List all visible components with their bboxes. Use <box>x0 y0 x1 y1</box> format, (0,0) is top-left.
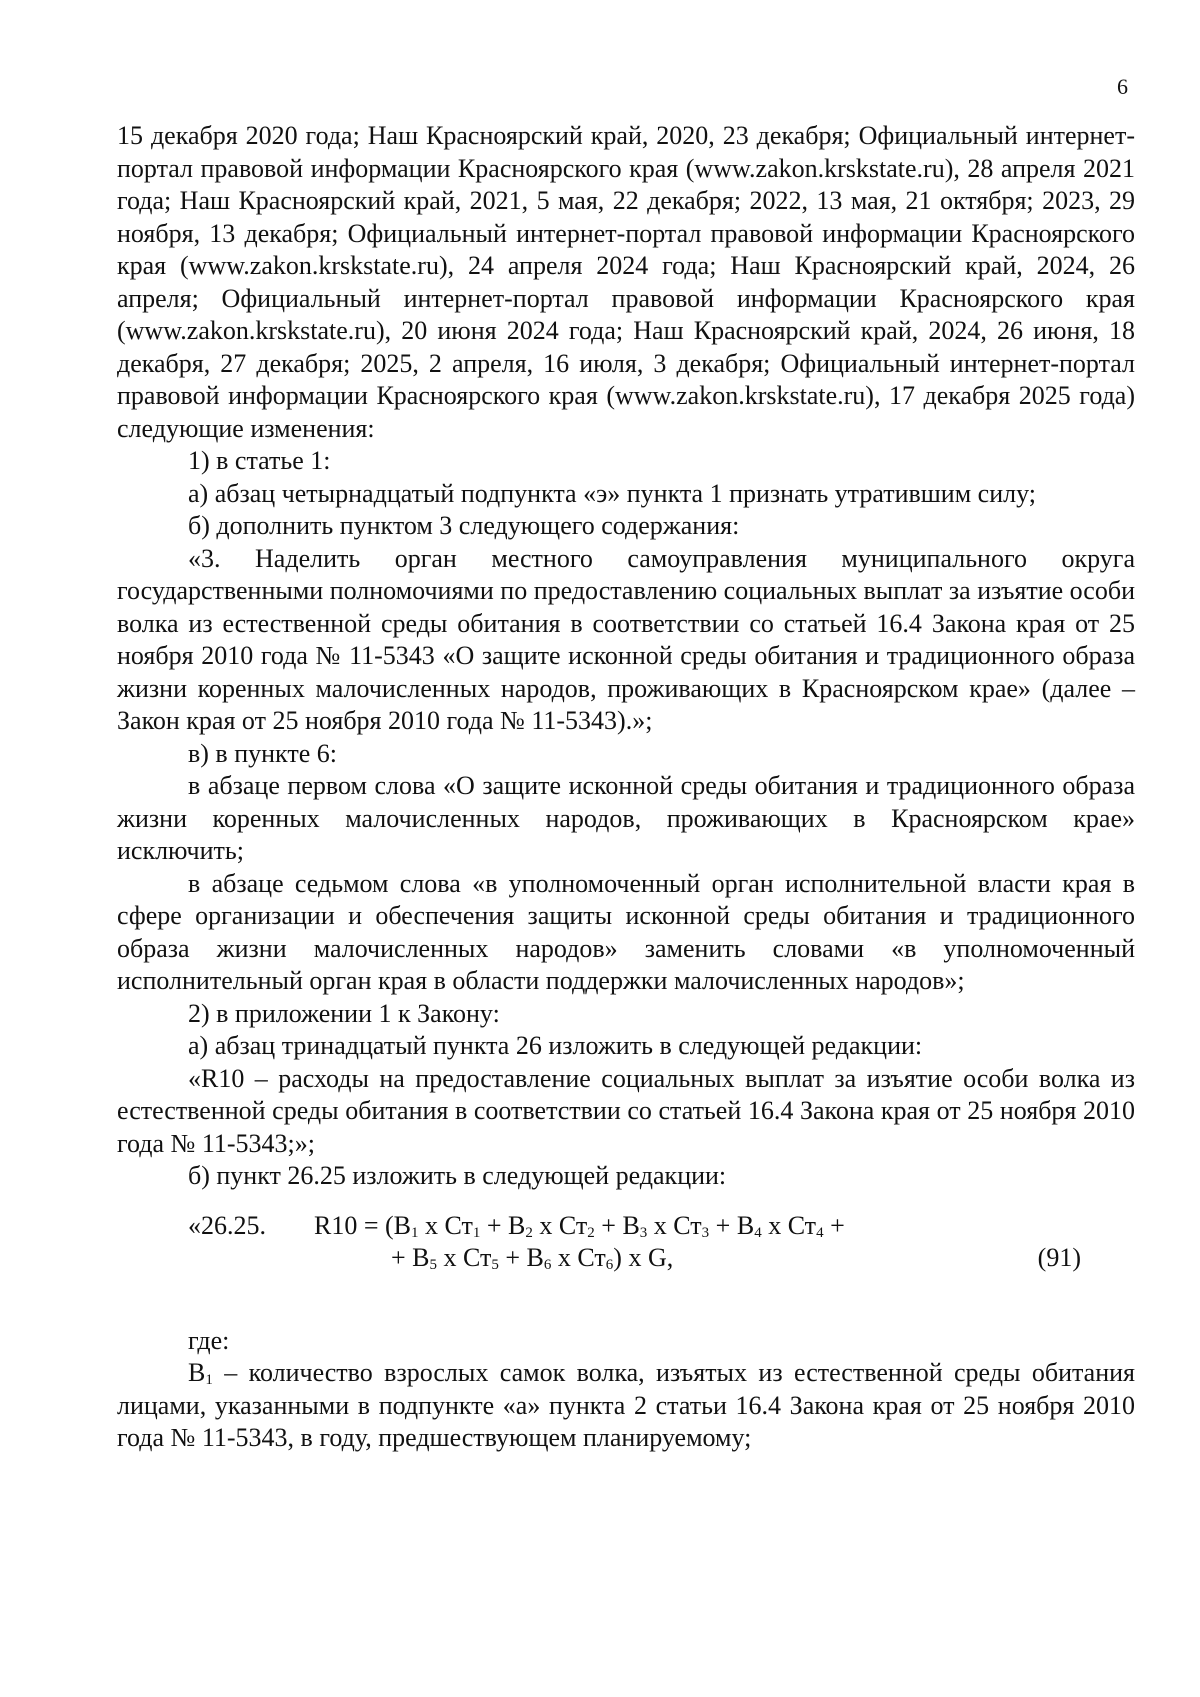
paragraph-item-v: в) в пункте 6: <box>188 738 337 768</box>
paragraph-article-1: 1) в статье 1: <box>188 446 331 475</box>
formula-label: «26.25. <box>188 1210 266 1240</box>
paragraph-sources-list: 15 декабря 2020 года; Наш Красноярский край, 2020, 23 декабря; Официальный интернет-портал правовой информации Красноярского края (www.zakon.krskstate.ru), 28 апреля 2021 года; Наш Красноярский край, 2021, 5 мая, 22 декабря; 2022, 13 мая, 21 октября; 2023, 29 ноября, 13 декабря; Официальный интернет-портал правовой информации Красноярского края (www.zakon.krskstate.ru), 24 апреля 2024 года; Наш Красноярский край, 2024, 26 апреля; Официальный интернет-портал правовой информации Красноярского края (www.zakon.krskstate.ru), 20 июня 2024 года; Наш Красноярский край, 2024, 26 июня, 18 декабря, 27 декабря; 2025, 2 апреля, 16 июля, 3 декабря; Официальный интернет-портал правовой информации Красноярского края (www.zakon.krskstate.ru), 17 декабря 2025 года) следующие изменения: <box>117 121 1135 443</box>
paragraph-item-a: а) абзац четырнадцатый подпункта «э» пункта 1 признать утратившим силу; <box>188 478 1036 508</box>
formula-91 <box>117 1210 1135 1306</box>
b1-definition-text: – количество взрослых самок волка, изъятых из естественной среды обитания лицами, указанными в подпункте «а» пункта 2 статьи 16.4 Закона края от 25 ноября 2010 года № 11-5343, в году, предшествующем планируемому; <box>117 1358 1135 1452</box>
paragraph-item-b: б) дополнить пунктом 3 следующего содержания: <box>188 511 740 540</box>
paragraph-b1-definition <box>117 1357 1135 1455</box>
paragraph-point-3: «3. Наделить орган местного самоуправления муниципального округа государственными полномочиями по предоставлению социальных выплат за изъятие особи волка из естественной среды обитания в соответствии со статьей 16.4 Закона края от 25 ноября 2010 года № 11-5343 «О защите исконной среды обитания и традиционного образа жизни коренных малочисленных народов, проживающих в Красноярском крае» (далее – Закон края от 25 ноября 2010 года № 11-5343).»; <box>117 543 1135 735</box>
formula-expression-1: $R10 = (В_1$ х $Ст_1 + В_2$ х $Ст_2 + В_3$ х $Ст_3 + В_4$ х $Ст_4$ + <box>314 1210 845 1241</box>
paragraph-item-b-26-25: б) пункт 26.25 изложить в следующей редакции: <box>188 1161 727 1190</box>
paragraph-appendix-1: 2) в приложении 1 к Закону: <box>188 998 500 1028</box>
formula-number: (91) <box>1037 1242 1081 1272</box>
paragraph-item-a-26: а) абзац тринадцатый пункта 26 изложить в следующей редакции: <box>188 1031 923 1060</box>
paragraph-first-abzac: в абзаце первом слова «О защите исконной среды обитания и традиционного образа жизни коренных малочисленных народов, проживающих в Красноярском крае» исключить; <box>117 771 1135 865</box>
document-body <box>117 120 1135 1455</box>
formula-line-1 <box>188 1210 845 1242</box>
variable-b1: $В_1$ <box>188 1358 213 1388</box>
paragraph-where: где: <box>188 1325 230 1355</box>
page-number: 6 <box>1117 74 1128 99</box>
formula-line-2: + $В_5$ х $Ст_5 + В_6$ х $Ст_6$) х G, <box>391 1242 674 1273</box>
paragraph-seventh-abzac: в абзаце седьмом слова «в уполномоченный орган исполнительной власти края в сфере организации и обеспечения защиты исконной среды обитания и традиционного образа жизни малочисленных народов» заменить словами «в уполномоченный исполнительный орган края в области поддержки малочисленных народов»; <box>117 868 1135 995</box>
paragraph-r10-definition: «R10 – расходы на предоставление социальных выплат за изъятие особи волка из естественной среды обитания в соответствии со статьей 16.4 Закона края от 25 ноября 2010 года № 11-5343;»; <box>117 1063 1135 1158</box>
